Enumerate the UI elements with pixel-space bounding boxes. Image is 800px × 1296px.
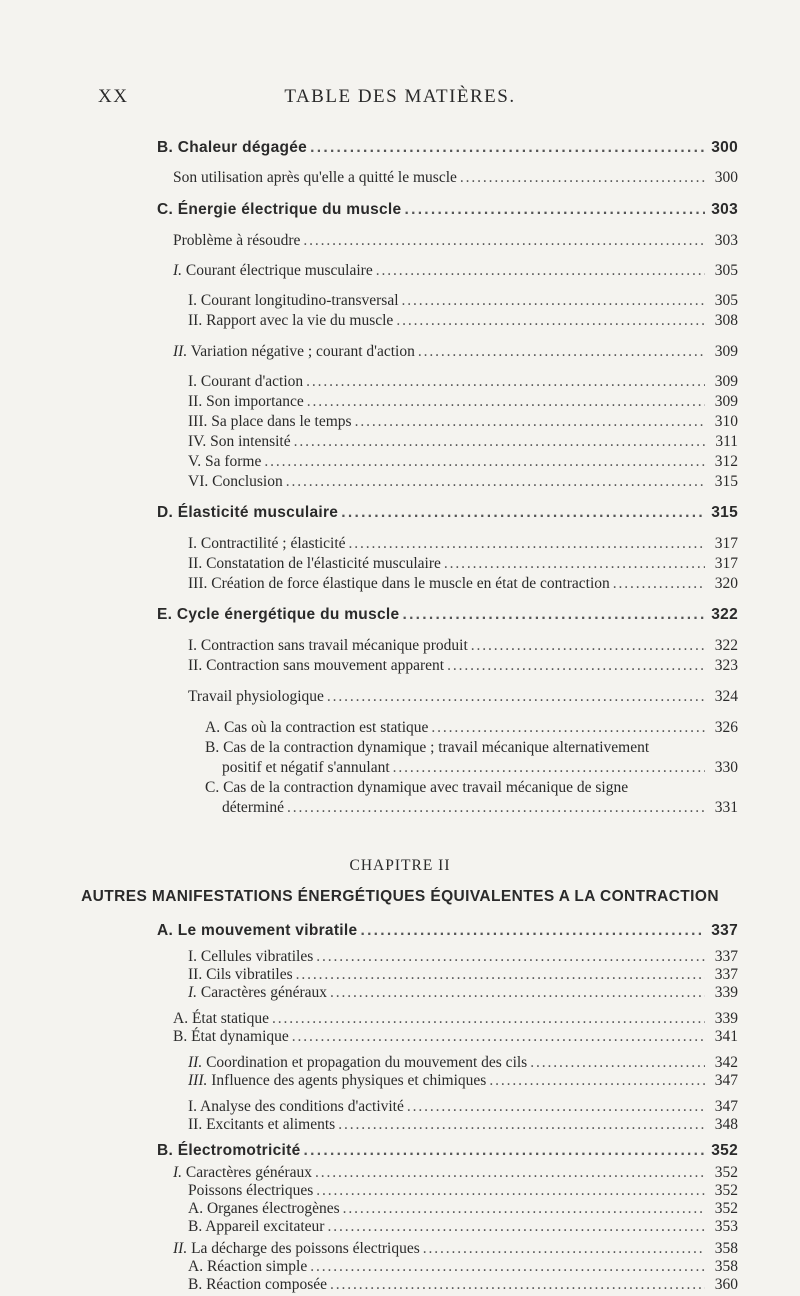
entry-page-number: 337	[714, 948, 738, 965]
toc-entry: E. Cycle énergétique du muscle . . . 322	[157, 606, 738, 626]
toc-entry: III. Création de force élastique dans le muscle en état de contraction . . . 320	[188, 575, 738, 595]
toc-entry: positif et négatif s'annulant . . . 330	[222, 759, 738, 779]
entry-label: Caractères généraux	[182, 1164, 312, 1181]
page-number: XX	[98, 86, 129, 107]
dot-leader	[343, 1200, 705, 1218]
entry-page-number: 348	[714, 1116, 738, 1133]
dot-leader	[360, 922, 705, 940]
entry-numeral: II.	[173, 1240, 188, 1257]
entry-page-number: 339	[714, 1010, 738, 1027]
entry-label: A. Organes électrogènes	[188, 1200, 340, 1217]
toc-entry-first-line: C. Cas de la contraction dynamique avec travail mécanique de signe	[205, 779, 629, 796]
toc-entry	[173, 1028, 738, 1048]
toc-entry	[188, 1200, 738, 1220]
entry-page-number: 352	[714, 1200, 738, 1217]
toc-entry: Son utilisation après qu'elle a quitté le muscle . . . 300	[173, 169, 738, 189]
entry-page-number: 352	[711, 1142, 738, 1159]
toc-entry	[173, 1240, 738, 1260]
entry-label: I. Analyse des conditions d'activité	[188, 1098, 404, 1115]
toc-entry: D. Élasticité musculaire . . . 315	[157, 504, 738, 524]
toc-entry: I. Courant longitudino-transversal . . . 305	[188, 292, 738, 312]
entry-page-number: 337	[714, 966, 738, 983]
page-header	[0, 86, 800, 110]
entry-page-number: 347	[714, 1072, 738, 1089]
entry-numeral: II.	[188, 1054, 203, 1071]
entry-page-number: 358	[714, 1258, 738, 1275]
entry-page-number: 339	[714, 984, 738, 1001]
toc-entry: C. Énergie électrique du muscle . . . 303	[157, 201, 738, 221]
entry-label: Coordination et propagation du mouvement des cils	[202, 1054, 528, 1071]
toc-entry: déterminé . . . 331	[222, 799, 738, 819]
entry-label: Caractères généraux	[197, 984, 327, 1001]
toc-entry: I. Contraction sans travail mécanique produit . . . 322	[188, 637, 738, 657]
toc-entry: VI. Conclusion . . . 315	[188, 473, 738, 493]
dot-leader	[407, 1098, 705, 1116]
entry-page-number: 347	[714, 1098, 738, 1115]
dot-leader	[310, 1258, 705, 1276]
toc-entry	[188, 948, 738, 968]
dot-leader	[315, 1164, 705, 1182]
toc-entry	[188, 1054, 738, 1074]
entry-numeral: I.	[188, 984, 198, 1001]
toc-entry	[188, 1072, 738, 1092]
entry-label: A. État statique	[173, 1010, 269, 1027]
toc-entry: B. Chaleur dégagée . . . 300	[157, 139, 738, 159]
entry-label: I. Cellules vibratiles	[188, 948, 314, 965]
entry-label: La décharge des poissons électriques	[187, 1240, 420, 1257]
dot-leader	[304, 1142, 705, 1160]
toc-entry: III. Sa place dans le temps . . . 310	[188, 413, 738, 433]
dot-leader	[316, 948, 705, 966]
entry-label: B. Électromotricité	[157, 1142, 301, 1159]
entry-page-number: 360	[714, 1276, 738, 1293]
toc-entry	[188, 1098, 738, 1118]
entry-label: Poissons électriques	[188, 1182, 314, 1199]
dot-leader	[489, 1072, 705, 1090]
entry-page-number: 337	[711, 922, 738, 939]
toc-entry	[188, 1276, 738, 1296]
dot-leader	[272, 1010, 705, 1028]
entry-label: Influence des agents physiques et chimiques	[207, 1072, 487, 1089]
entry-label: II. Excitants et aliments	[188, 1116, 336, 1133]
toc-entry: Problème à résoudre . . . 303	[173, 232, 738, 252]
toc-entry	[188, 1116, 738, 1136]
toc-entry: V. Sa forme . . . 312	[188, 453, 738, 473]
dot-leader	[296, 966, 705, 984]
dot-leader	[530, 1054, 705, 1072]
entry-label: A. Réaction simple	[188, 1258, 308, 1275]
entry-label: B. État dynamique	[173, 1028, 289, 1045]
toc-entry	[173, 1164, 738, 1184]
dot-leader	[316, 1182, 705, 1200]
toc-entry: Travail physiologique . . . 324	[188, 688, 738, 708]
dot-leader	[327, 1218, 705, 1236]
toc-entry	[188, 1182, 738, 1202]
entry-page-number: 358	[714, 1240, 738, 1257]
toc-entry: II. Variation négative ; courant d'action . . . 309	[173, 343, 738, 363]
entry-page-number: 342	[714, 1054, 738, 1071]
toc-entry	[188, 1258, 738, 1278]
dot-leader	[330, 984, 705, 1002]
toc-entry: II. Son importance . . . 309	[188, 393, 738, 413]
toc-entry	[188, 984, 738, 1004]
entry-page-number: 352	[714, 1182, 738, 1199]
toc-entry: A. Cas où la contraction est statique . . . 326	[205, 719, 738, 739]
toc-entry: I. Courant d'action . . . 309	[188, 373, 738, 393]
dot-leader	[292, 1028, 705, 1046]
toc-entry-first-line: B. Cas de la contraction dynamique ; travail mécanique alternativement	[205, 739, 650, 756]
entry-page-number: 352	[714, 1164, 738, 1181]
toc-entry: II. Contraction sans mouvement apparent . . . 323	[188, 657, 738, 677]
toc-entry: II. Rapport avec la vie du muscle . . . 308	[188, 312, 738, 332]
toc-entry: IV. Son intensité . . . 311	[188, 433, 738, 453]
toc-entry: I. Contractilité ; élasticité . . . 317	[188, 535, 738, 555]
toc-entry	[157, 922, 738, 942]
dot-leader	[423, 1240, 705, 1258]
entry-page-number: 353	[714, 1218, 738, 1235]
toc-entry	[188, 1218, 738, 1238]
entry-label: II. Cils vibratiles	[188, 966, 293, 983]
toc-entry: II. Constatation de l'élasticité musculaire . . . 317	[188, 555, 738, 575]
toc-entry: I. Courant électrique musculaire . . . 305	[173, 262, 738, 282]
entry-label: B. Appareil excitateur	[188, 1218, 325, 1235]
chapter-number: CHAPITRE II	[349, 857, 451, 874]
toc-entry	[157, 1142, 738, 1162]
entry-numeral: III.	[188, 1072, 208, 1089]
page-title: TABLE DES MATIÈRES.	[284, 86, 516, 107]
toc-entry	[188, 966, 738, 986]
entry-label: B. Réaction composée	[188, 1276, 328, 1293]
chapter-title: AUTRES MANIFESTATIONS ÉNERGÉTIQUES ÉQUIVALENTES A LA CONTRACTION	[81, 888, 719, 905]
entry-page-number: 341	[714, 1028, 738, 1045]
dot-leader	[338, 1116, 705, 1134]
entry-label: A. Le mouvement vibratile	[157, 922, 358, 939]
entry-numeral: I.	[173, 1164, 183, 1181]
toc-entry	[173, 1010, 738, 1030]
